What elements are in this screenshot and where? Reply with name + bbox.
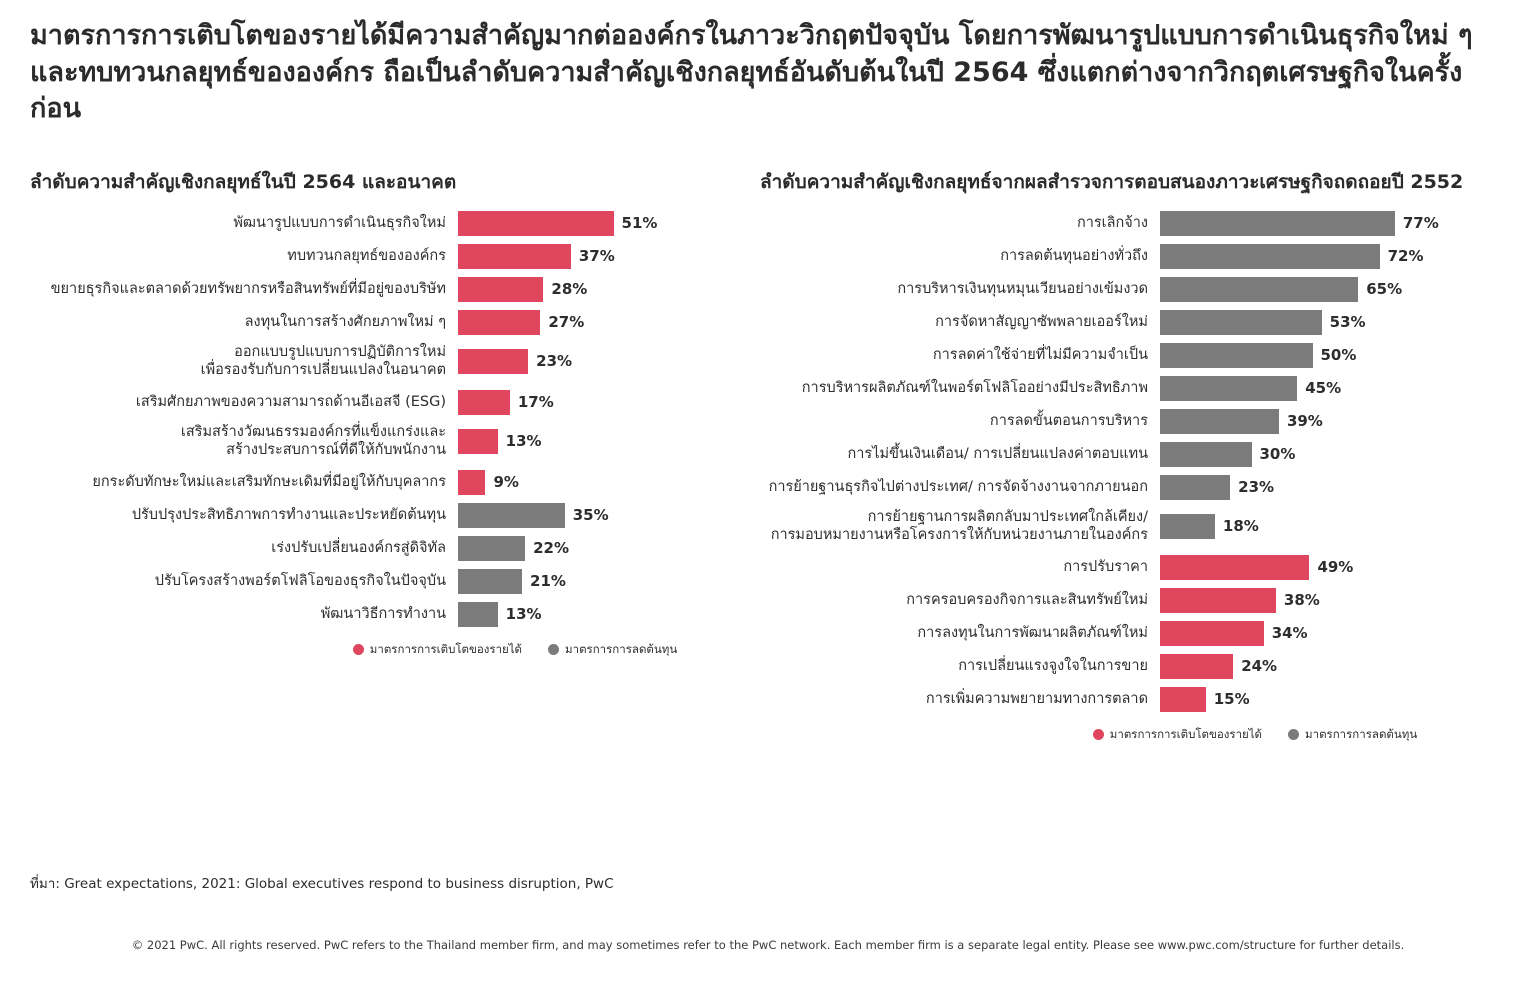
- bar-track: [1160, 687, 1500, 712]
- bar-category-label: การเปลี่ยนแรงจูงใจในการขาย: [958, 657, 1148, 674]
- bar: [458, 569, 522, 594]
- bar: [1160, 588, 1276, 613]
- bar-row: [30, 244, 750, 269]
- bar-row: [30, 390, 750, 415]
- bar-row: [760, 508, 1500, 545]
- bar-category-label: ปรับโครงสร้างพอร์ตโฟลิโอของธุรกิจในปัจจุบัน: [154, 572, 446, 589]
- bar-category-label: ออกแบบรูปแบบการปฏิบัติการใหม่ เพื่อรองรับกับการเปลี่ยนแปลงในอนาคต: [200, 343, 446, 379]
- bar-category-label: ยกระดับทักษะใหม่และเสริมทักษะเดิมที่มีอยู่ให้กับบุคลากร: [92, 473, 446, 490]
- legend-right: [1010, 726, 1500, 744]
- bar: [1160, 514, 1215, 539]
- bar: [1160, 376, 1297, 401]
- bar-category-label: การลดขั้นตอนการบริหาร: [989, 412, 1148, 429]
- bar-track: [458, 429, 750, 454]
- bar-value-label: 24%: [1241, 657, 1278, 676]
- chart-title-left: ลำดับความสำคัญเชิงกลยุทธ์ในปี 2564 และอนาคต: [30, 171, 457, 193]
- legend-dot-icon: [353, 644, 364, 655]
- bar-category-label: เสริมสร้างวัฒนธรรมองค์กรที่แข็งแกร่งและ สร้างประสบการณ์ที่ดีให้กับพนักงาน: [180, 423, 446, 459]
- bar-value-label: 27%: [548, 313, 585, 331]
- bar-row: [30, 277, 750, 302]
- bar-row: [760, 310, 1500, 335]
- bar-row: [30, 211, 750, 236]
- bar-value-label: 34%: [1271, 624, 1308, 643]
- bar-category-label: การเลิกจ้าง: [1076, 214, 1148, 231]
- bar-value-label: 21%: [530, 572, 566, 591]
- bar-category-label: เร่งปรับเปลี่ยนองค์กรสู่ดิจิทัล: [271, 539, 446, 556]
- bar: [458, 244, 571, 269]
- bar-value-label: 38%: [1283, 591, 1320, 610]
- bar-track: [458, 503, 750, 528]
- bar-value-label: 35%: [572, 506, 609, 525]
- bar-value-label: 30%: [1259, 445, 1296, 463]
- bar-row: [760, 475, 1500, 500]
- bar: [1160, 442, 1252, 467]
- bar-value-label: 53%: [1329, 313, 1366, 331]
- bar-chart-left: [30, 211, 750, 627]
- bar-track: [458, 569, 750, 594]
- bar-track: [1160, 277, 1500, 302]
- bar: [458, 349, 528, 374]
- bar-value-label: 18%: [1222, 517, 1259, 536]
- bar-category-label: การบริหารผลิตภัณฑ์ในพอร์ตโฟลิโออย่างมีประสิทธิภาพ: [801, 379, 1148, 396]
- bar: [1160, 687, 1206, 712]
- bar-category-label: ลงทุนในการสร้างศักยภาพใหม่ ๆ: [244, 313, 446, 330]
- bar: [1160, 555, 1309, 580]
- bar-row: [760, 654, 1500, 679]
- bar-value-label: 50%: [1320, 346, 1357, 364]
- bar-value-label: 49%: [1317, 558, 1354, 577]
- bar-category-label: ปรับปรุงประสิทธิภาพการทำงานและประหยัดต้นทุน: [131, 506, 446, 523]
- bar-value-label: 13%: [505, 605, 542, 624]
- bar-value-label: 37%: [578, 247, 615, 265]
- bar-category-label: ขยายธุรกิจและตลาดด้วยทรัพยากรหรือสินทรัพย์ที่มีอยู่ของบริษัท: [50, 280, 446, 297]
- bar-track: [1160, 555, 1500, 580]
- bar-row: [760, 277, 1500, 302]
- bar-track: [458, 277, 750, 302]
- bar: [458, 536, 525, 561]
- chart-panel-left: [30, 168, 750, 659]
- bar: [458, 470, 485, 495]
- legend-left: [280, 641, 750, 659]
- bar-value-label: 77%: [1402, 214, 1439, 232]
- legend-item-revenue-growth: [1093, 726, 1262, 744]
- bar-value-label: 22%: [533, 539, 569, 558]
- source-note: ที่มา: Great expectations, 2021: Global executives respond to business disruption, PwC: [30, 876, 614, 892]
- bar: [1160, 310, 1322, 335]
- bar-category-label: การปรับราคา: [1063, 558, 1148, 575]
- bar-track: [458, 602, 750, 627]
- bar: [458, 310, 540, 335]
- bar: [458, 390, 510, 415]
- bar-category-label: พัฒนาวิธีการทำงาน: [320, 605, 446, 622]
- bar: [458, 277, 543, 302]
- copyright-footer: © 2021 PwC. All rights reserved. PwC refers to the Thailand member firm, and may sometimes refer to the PwC network. Each member firm is a separate legal entity. Please see www.pwc.com/structure for further details.: [131, 938, 1405, 952]
- bar-track: [458, 244, 750, 269]
- legend-dot-icon: [548, 644, 559, 655]
- bar-track: [1160, 376, 1500, 401]
- bar-row: [760, 211, 1500, 236]
- bar: [1160, 244, 1380, 269]
- bar-track: [1160, 621, 1500, 646]
- bar-track: [1160, 588, 1500, 613]
- bar-value-label: 28%: [551, 280, 588, 298]
- bar-category-label: การย้ายฐานธุรกิจไปต่างประเทศ/ การจัดจ้างงานจากภายนอก: [768, 478, 1148, 495]
- bar-category-label: การบริหารเงินทุนหมุนเวียนอย่างเข้มงวด: [897, 280, 1148, 297]
- bar: [458, 503, 565, 528]
- bar-row: [30, 503, 750, 528]
- bar: [458, 429, 498, 454]
- bar-value-label: 51%: [621, 214, 658, 232]
- bar-row: [30, 470, 750, 495]
- bar-value-label: 23%: [1238, 478, 1275, 496]
- bar-track: [458, 470, 750, 495]
- bar: [458, 602, 498, 627]
- bar: [1160, 409, 1279, 434]
- bar-category-label: การลดค่าใช้จ่ายที่ไม่มีความจำเป็น: [932, 346, 1148, 363]
- bar-category-label: ทบทวนกลยุทธ์ขององค์กร: [287, 247, 446, 264]
- bar-row: [760, 442, 1500, 467]
- bar-row: [30, 536, 750, 561]
- bar-category-label: เสริมศักยภาพของความสามารถด้านอีเอสจี (ESG): [135, 393, 446, 410]
- bar-track: [1160, 310, 1500, 335]
- bar-row: [30, 569, 750, 594]
- bar-track: [1160, 442, 1500, 467]
- chart-panel-right: [760, 168, 1500, 744]
- bar-row: [30, 310, 750, 335]
- bar-row: [30, 602, 750, 627]
- bar-chart-right: [760, 211, 1500, 712]
- bar-row: [760, 376, 1500, 401]
- legend-item-revenue-growth: [353, 641, 522, 659]
- bar-category-label: การลดต้นทุนอย่างทั่วถึง: [1000, 247, 1148, 264]
- bar-track: [458, 536, 750, 561]
- bar-track: [458, 349, 750, 374]
- bar-row: [760, 244, 1500, 269]
- bar-row: [760, 409, 1500, 434]
- bar-category-label: การไม่ขึ้นเงินเดือน/ การเปลี่ยนแปลงค่าตอบแทน: [847, 445, 1148, 462]
- bar-value-label: 9%: [493, 473, 519, 492]
- bar-track: [1160, 409, 1500, 434]
- bar-category-label: การลงทุนในการพัฒนาผลิตภัณฑ์ใหม่: [917, 624, 1148, 641]
- bar-row: [760, 687, 1500, 712]
- bar-track: [458, 390, 750, 415]
- bar-row: [30, 343, 750, 380]
- bar-track: [1160, 514, 1500, 539]
- bar-value-label: 13%: [505, 432, 542, 451]
- bar: [1160, 211, 1395, 236]
- bar-value-label: 17%: [517, 393, 554, 412]
- bar-track: [1160, 343, 1500, 368]
- bar-track: [458, 211, 750, 236]
- chart-title-right: ลำดับความสำคัญเชิงกลยุทธ์จากผลสำรวจการตอบสนองภาวะเศรษฐกิจถดถอยปี 2552: [760, 171, 1464, 193]
- legend-dot-icon: [1093, 729, 1104, 740]
- legend-label-revenue-growth: มาตรการการเติบโตของรายได้: [1109, 726, 1263, 741]
- bar-track: [1160, 654, 1500, 679]
- bar-row: [760, 621, 1500, 646]
- bar-category-label: การครอบครองกิจการและสินทรัพย์ใหม่: [906, 591, 1148, 608]
- bar-category-label: พัฒนารูปแบบการดำเนินธุรกิจใหม่: [233, 214, 446, 231]
- bar-category-label: การจัดหาสัญญาซัพพลายเออร์ใหม่: [935, 313, 1148, 330]
- bar-value-label: 65%: [1366, 280, 1403, 298]
- bar: [1160, 475, 1230, 500]
- legend-label-cost-reduction: มาตรการการลดต้นทุน: [1305, 726, 1418, 741]
- bar: [1160, 277, 1358, 302]
- bar-row: [760, 555, 1500, 580]
- bar-value-label: 23%: [536, 352, 573, 371]
- bar-track: [1160, 475, 1500, 500]
- bar-category-label: การย้ายฐานการผลิตกลับมาประเทศใกล้เคียง/ การมอบหมายงานหรือโครงการให้กับหน่วยงานภายในองค์กร: [770, 508, 1148, 544]
- legend-item-cost-reduction: [548, 641, 677, 659]
- bar-value-label: 15%: [1213, 690, 1250, 709]
- bar: [1160, 621, 1264, 646]
- bar-track: [1160, 244, 1500, 269]
- page-title: มาตรการการเติบโตของรายได้มีความสำคัญมากต่อองค์กรในภาวะวิกฤตปัจจุบัน โดยการพัฒนารูปแบบการดำเนินธุรกิจใหม่ ๆ และทบทวนกลยุทธ์ขององค์กร ถือเป็นลำดับความสำคัญเชิงกลยุทธ์อันดับต้นในปี 2564 ซึ่งแตกต่างจากวิกฤตเศรษฐกิจในครั้งก่อน: [30, 20, 1473, 125]
- legend-dot-icon: [1288, 729, 1299, 740]
- bar-row: [760, 588, 1500, 613]
- bar-value-label: 39%: [1286, 412, 1323, 430]
- bar-row: [30, 423, 750, 460]
- bar: [1160, 343, 1313, 368]
- bar-value-label: 72%: [1387, 247, 1424, 265]
- legend-label-revenue-growth: มาตรการการเติบโตของรายได้: [369, 641, 523, 656]
- bar: [458, 211, 614, 236]
- legend-item-cost-reduction: [1288, 726, 1417, 744]
- bar-row: [760, 343, 1500, 368]
- bar-track: [1160, 211, 1500, 236]
- bar-category-label: การเพิ่มความพยายามทางการตลาด: [925, 690, 1148, 707]
- bar-value-label: 45%: [1305, 379, 1342, 397]
- bar: [1160, 654, 1233, 679]
- legend-label-cost-reduction: มาตรการการลดต้นทุน: [565, 641, 678, 656]
- bar-track: [458, 310, 750, 335]
